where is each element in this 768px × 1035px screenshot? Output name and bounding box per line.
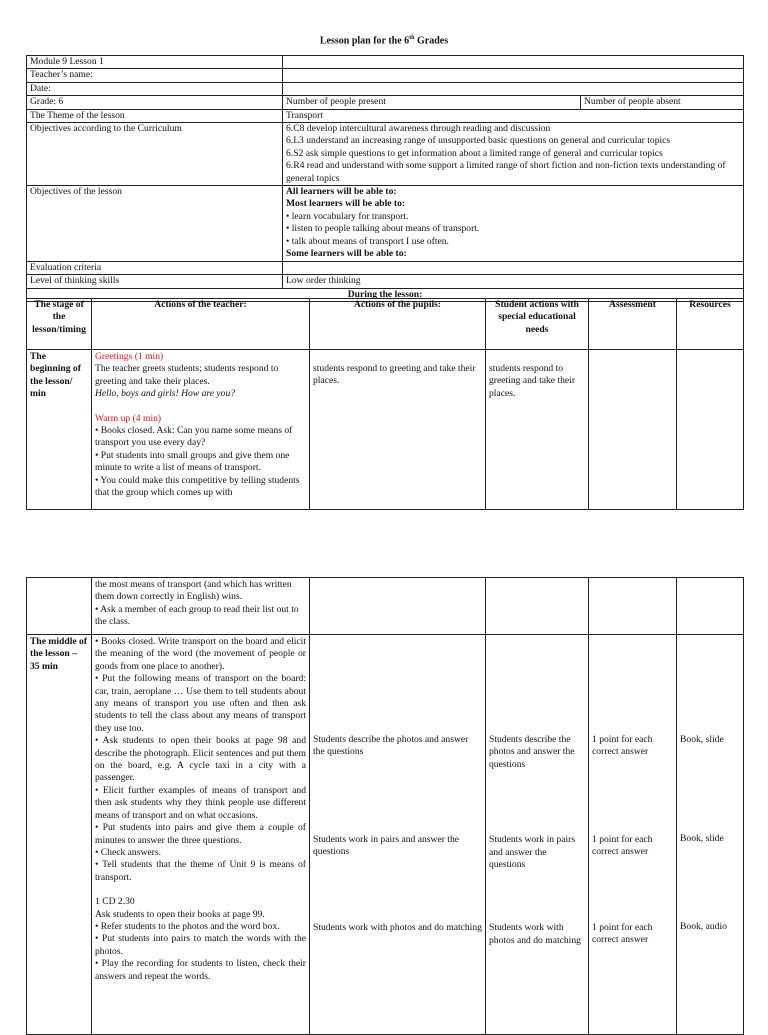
- sen-actions-middle: Students describe the photos and answer the questions Students work in pairs and answer the questions Students work with photos and do matching: [486, 635, 589, 1035]
- thinking-skills-label: Level of thinking skills: [27, 275, 283, 288]
- teacher-name-cell: Teacher’s name:: [27, 69, 283, 82]
- resources-middle: Book, slide Book, slide Book, audio: [677, 635, 744, 1035]
- assessment-middle: 1 point for each correct answer 1 point for each correct answer 1 point for each correct answer: [589, 635, 677, 1035]
- during-lesson-heading: During the lesson:: [27, 288, 744, 301]
- stage-beginning: The beginning of the lesson/ min: [27, 350, 92, 510]
- stage-middle: The middle of the lesson – 35 min: [27, 635, 92, 1035]
- thinking-skills-value: Low order thinking: [283, 275, 744, 288]
- sen-actions-beginning: students respond to greeting and take their places.: [486, 350, 589, 510]
- header-resources: Resources: [677, 299, 744, 350]
- lesson-stages-table-continued: [26, 577, 744, 1035]
- teacher-actions-beginning: Greetings (1 min) The teacher greets students; students respond to greeting and take their places. Hello, boys and girls! How are you? Warm up (4 min) • Books closed. Ask: Can you name some means of transport you use every day? • Put students into small groups and give them one minute to write a list of means of transport. • You could make this competitive by telling students that the group which comes up with: [92, 350, 310, 510]
- header-assessment: Assessment: [589, 299, 677, 350]
- theme-label: The Theme of the lesson: [27, 109, 283, 122]
- evaluation-criteria-label: Evaluation criteria: [27, 262, 283, 275]
- people-absent-cell: Number of people absent: [581, 96, 744, 109]
- date-cell: Date:: [27, 82, 283, 95]
- curriculum-objectives: 6.C8 develop intercultural awareness through reading and discussion 6.L3 understand an increasing range of unsupported basic questions on general and curricular topics 6.S2 ask simple questions to get information about a limited range of general and curricular topics 6.R4 read and understand with some support a limited range of short fiction and non-fiction texts understanding of general topics: [283, 123, 744, 186]
- people-present-cell: Number of people present: [283, 96, 581, 109]
- header-teacher-actions: Actions of the teacher:: [92, 299, 310, 350]
- module-cell: Module 9 Lesson 1: [27, 56, 283, 69]
- teacher-actions-continued: the most means of transport (and which has written them down correctly in English) wins. • Ask a member of each group to read their list out to the class.: [92, 578, 310, 635]
- grade-cell: Grade: 6: [27, 96, 283, 109]
- header-pupil-actions: Actions of the pupils:: [310, 299, 486, 350]
- curriculum-label: Objectives according to the Curriculum: [27, 123, 283, 186]
- pupil-actions-middle: Students describe the photos and answer the questions Students work in pairs and answer the questions Students work with photos and do matching: [310, 635, 486, 1035]
- lesson-objectives-label: Objectives of the lesson: [27, 186, 283, 262]
- theme-value: Transport: [283, 109, 744, 122]
- lesson-info-table: [26, 55, 744, 302]
- header-sen-actions: Student actions with special educational needs: [486, 299, 589, 350]
- teacher-actions-middle: • Books closed. Write transport on the board and elicit the meaning of the word (the movement of people or goods from one place to another). • Put the following means of transport on the board: car, train, aeroplane … Use them to tell students about any means of transport you use often and then ask students to tell the class about any means of transport they use too. • Ask students to open their books at page 98 and describe the photograph. Elicit sentences and put them on the board, e.g. A cycle taxi in a city with a passenger. • Elicit further examples of means of transport and then ask students why they think people use different means of transport and on what occasions. • Put students into pairs and give them a couple of minutes to answer the three questions. • Check answers. • Tell students that the theme of Unit 9 is means of transport. 1 CD 2.30 Ask students to open their books at page 99. • Refer students to the photos and the word box. • Put students into pairs to match the words with the photos. • Play the recording for students to listen, check their answers and repeat the words.: [92, 635, 310, 1035]
- pupil-actions-beginning: students respond to greeting and take their places.: [310, 350, 486, 510]
- lesson-stages-table: [26, 298, 744, 510]
- page-title: Lesson plan for the 6th Grades: [319, 35, 449, 47]
- lesson-objectives: All learners will be able to: Most learners will be able to: • learn vocabulary for transport. • listen to people talking about means of transport. • talk about means of transport I use often. Some learners will be able to:: [283, 186, 744, 262]
- header-stage: The stage of the lesson/timing: [27, 299, 92, 350]
